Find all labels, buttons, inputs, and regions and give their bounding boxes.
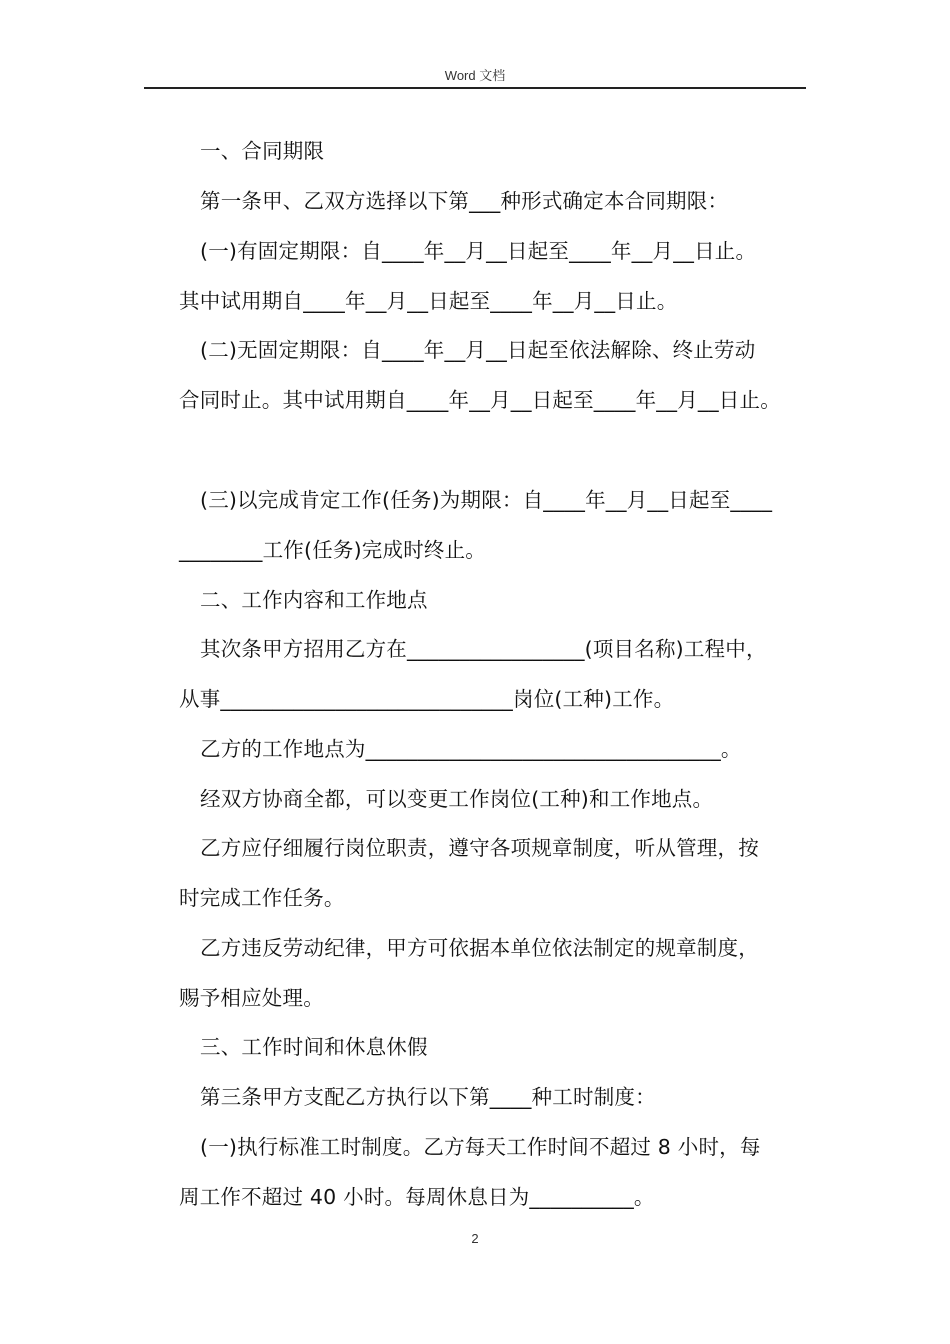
clause-open-term-continued: 合同时止。其中试用期自____年__月__日起至____年__月__日止。 [179,388,781,412]
article-2-continued: 从事____________________________岗位(工种)工作。 [179,687,675,711]
section-heading-contract-term: 一、合同期限 [200,139,325,163]
section-heading-work-hours: 三、工作时间和休息休假 [200,1035,428,1059]
section-heading-work-content: 二、工作内容和工作地点 [200,588,428,612]
discipline-paragraph-continued: 赐予相应处理。 [179,986,324,1010]
page-number: 2 [471,1231,479,1246]
article-1: 第一条甲、乙双方选择以下第___种形式确定本合同期限： [200,189,729,213]
clause-fixed-term: (一)有固定期限：自____年__月__日起至____年__月__日止。 [200,239,757,263]
clause-fixed-term-probation: 其中试用期自____年__月__日起至____年__月__日止。 [179,289,678,313]
header-rule [144,87,806,89]
work-location: 乙方的工作地点为__________________________________。 [200,737,742,761]
clause-standard-hours-continued: 周工作不超过 40 小时。每周休息日为__________。 [179,1185,655,1209]
clause-task-term-continued: ________工作(任务)完成时终止。 [179,538,486,562]
clause-task-term: (三)以完成肯定工作(任务)为期限：自____年__月__日起至____ [200,488,773,512]
position-change: 经双方协商全都，可以变更工作岗位(工种)和工作地点。 [200,787,714,811]
discipline-paragraph: 乙方违反劳动纪律，甲方可依据本单位依法制定的规章制度， [200,936,759,960]
clause-standard-hours: (一)执行标准工时制度。乙方每天工作时间不超过 8 小时，每 [200,1135,761,1159]
article-3: 第三条甲方支配乙方执行以下第____种工时制度： [200,1085,656,1109]
duties-paragraph: 乙方应仔细履行岗位职责，遵守各项规章制度，听从管理，按 [200,836,759,860]
duties-paragraph-continued: 时完成工作任务。 [179,886,345,910]
clause-open-term: (二)无固定期限：自____年__月__日起至依法解除、终止劳动 [200,338,756,362]
article-2: 其次条甲方招用乙方在_________________(项目名称)工程中， [200,637,767,661]
header-title: Word 文档 [444,68,506,83]
